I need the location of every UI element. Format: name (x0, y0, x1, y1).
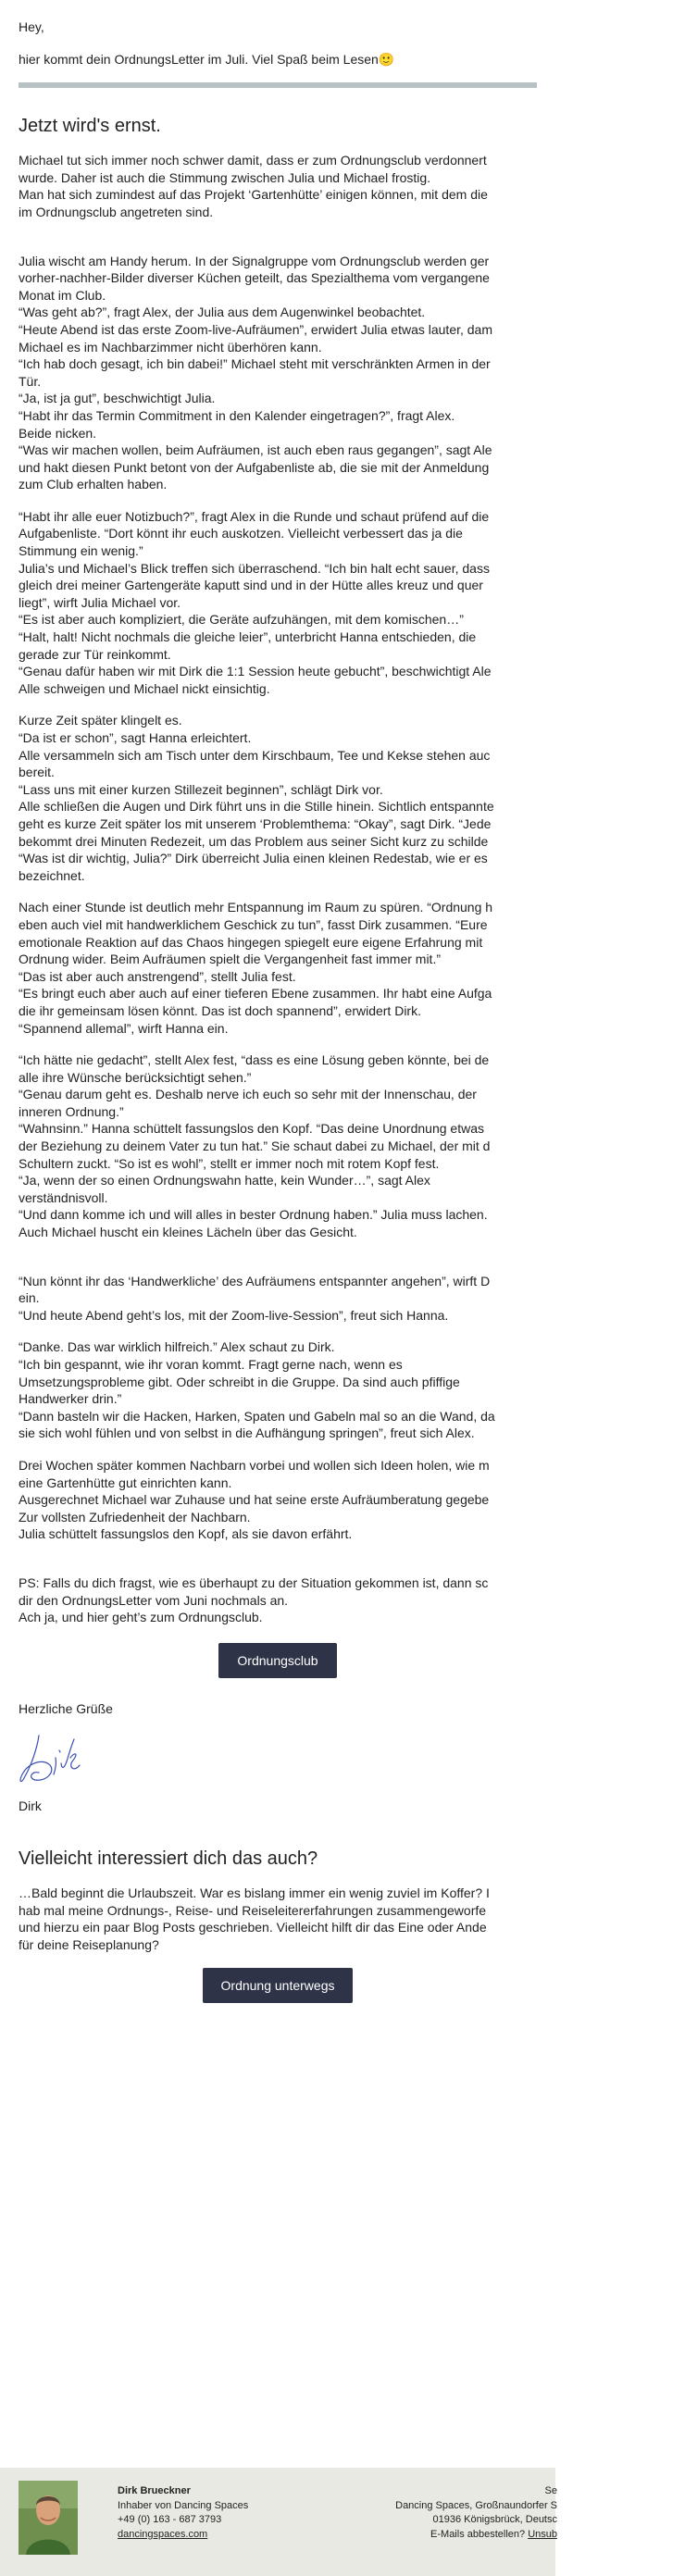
story-line: wurde. Daher ist auch die Stimmung zwischen Julia und Michael frostig. (19, 169, 431, 185)
story-line: “Ja, ist ja gut”, beschwichtigt Julia. (19, 391, 216, 406)
more-line: …Bald beginnt die Urlaubszeit. War es bislang immer ein wenig zuviel im Koffer? I (19, 1885, 490, 1900)
story-line: “Was wir machen wollen, beim Aufräumen, ist auch eben raus gegangen”, sagt Ale (19, 442, 492, 458)
intro (19, 0, 685, 68)
signature-icon (19, 1730, 83, 1787)
story-line: Julia’s und Michael’s Blick treffen sich überraschend. “Ich bin halt echt sauer, dass (19, 560, 490, 576)
story-line: zum Club erhalten haben. (19, 477, 168, 492)
story-line: “Ja, wenn der so einen Ordnungswahn hatte, kein Wunder…”, sagt Alex (19, 1173, 430, 1188)
story-line: ein. (19, 1290, 40, 1306)
story-line: Kurze Zeit später klingelt es. (19, 713, 182, 728)
story-line: Julia wischt am Handy herum. In der Signalgruppe vom Ordnungsclub werden ger (19, 253, 490, 268)
more-line: hab mal meine Ordnungs-, Reise- und Reiseleitererfahrungen zusammengeworfe (19, 1902, 487, 1918)
story-text (19, 152, 685, 1626)
story-paragraph (19, 1574, 685, 1626)
story-title: Jetzt wird's ernst. (19, 116, 161, 137)
story-line: “Nun könnt ihr das ‘Handwerkliche’ des Aufräumens entspannter angehen”, wirft D (19, 1273, 491, 1288)
more-line: und hierzu ein paar Blog Posts geschrieben. Vielleicht hilft dir das Eine oder Ande (19, 1920, 487, 1935)
footer-company-address: Dancing Spaces, Großnaundorfer S (395, 2499, 557, 2511)
story-paragraph (19, 508, 685, 698)
story-line: liegt”, wirft Julia Michael vor. (19, 594, 181, 610)
signature-image (19, 1730, 685, 1792)
story-line: Handwerker drin.” (19, 1391, 122, 1407)
story-line: Monat im Club. (19, 287, 106, 303)
author-portrait-icon (19, 2481, 78, 2555)
story-line: Ach ja, und hier geht’s zum Ordnungsclub. (19, 1610, 263, 1625)
story-line: “Lass uns mit einer kurzen Stillezeit beginnen”, schlägt Dirk vor. (19, 781, 383, 797)
footer-right-line-1: Se (544, 2485, 557, 2496)
story-line: und hakt diesen Punkt betont von der Aufgabenliste ab, die sie mit der Anmeldung (19, 459, 490, 475)
story-line: “Es bringt euch aber auch auf einer tieferen Ebene zusammen. Ihr habt eine Aufga (19, 986, 492, 1002)
ordnungsclub-button[interactable]: Ordnungsclub (218, 1643, 336, 1678)
story-paragraph (19, 253, 685, 493)
story-line: “Was geht ab?”, fragt Alex, der Julia aus dem Augenwinkel beobachtet. (19, 305, 426, 320)
story-line: verständnisvoll. (19, 1189, 108, 1205)
more-text (19, 1885, 685, 1953)
story-line: “Es ist aber auch kompliziert, die Geräte aufzuhängen, mit dem komischen…” (19, 612, 464, 628)
story-line: Zur vollsten Zufriedenheit der Nachbarn. (19, 1509, 251, 1524)
story-line: emotionale Reaktion auf das Chaos hingegen spiegelt eure eigene Erfahrung mit (19, 934, 483, 950)
story-line: Tür. (19, 373, 42, 389)
story-line: der Beziehung zu deinem Vater zu tun hat.” Sie schaut dabei zu Michael, der mit d (19, 1139, 491, 1154)
footer-name: Dirk Brueckner (118, 2485, 191, 2496)
story-line: Alle schweigen und Michael nickt einsichtig. (19, 680, 270, 696)
story-line: inneren Ordnung.” (19, 1103, 124, 1119)
footer-website-link[interactable]: dancingspaces.com (118, 2528, 208, 2540)
unsubscribe-text: E-Mails abbestellen? (430, 2528, 529, 2540)
story-line: Beide nicken. (19, 425, 97, 441)
story-line: Umsetzungsprobleme gibt. Oder schreibt in die Gruppe. Da sind auch pfiffige (19, 1374, 460, 1389)
footer-city: 01936 Königsbrück, Deutsc (432, 2514, 557, 2525)
footer-unsubscribe (395, 2528, 557, 2543)
story-line: geht es kurze Zeit später los mit unserem ‘Problemthema: “Okay”, sagt Dirk. “Jede (19, 815, 492, 831)
story-line: dir den OrdnungsLetter vom Juni nochmals an. (19, 1592, 289, 1608)
club-button-row (19, 1643, 537, 1678)
closing-regards: Herzliche Grüße (19, 1700, 113, 1716)
more-title: Vielleicht interessiert dich das auch? (19, 1848, 318, 1869)
story-paragraph (19, 1052, 685, 1241)
story-line: die ihr gemeinsam lösen könnt. Das ist doch spannend”, erwidert Dirk. (19, 1002, 421, 1018)
story-line: Julia schüttelt fassungslos den Kopf, als sie davon erfährt. (19, 1526, 353, 1542)
story-line: “Habt ihr alle euer Notizbuch?”, fragt Alex in die Runde und schaut prüfend auf die (19, 508, 490, 524)
story-paragraph (19, 1273, 685, 1325)
story-paragraph (19, 712, 685, 884)
story-line: Michael es im Nachbarzimmer nicht überhören kann. (19, 339, 322, 355)
story-line: Auch Michael huscht ein kleines Lächeln über das Gesicht. (19, 1225, 357, 1240)
story-line: bekommt drei Minuten Redezeit, um das Problem aus seiner Sicht kurz zu schilde (19, 833, 489, 849)
story-line: Schultern zuckt. “So ist es wohl”, stellt er immer noch mit rotem Kopf fest. (19, 1155, 440, 1171)
story-line: “Ich hab doch gesagt, ich bin dabei!” Michael steht mit verschränkten Armen in der (19, 356, 491, 372)
story-line: Ausgerechnet Michael war Zuhause und hat seine erste Aufräumberatung gegebe (19, 1492, 490, 1508)
story-line: Stimmung ein wenig.” (19, 543, 143, 559)
story-line: Man hat sich zumindest auf das Projekt ‘Gartenhütte’ einigen können, mit dem die (19, 187, 488, 203)
footer (0, 2468, 555, 2576)
story-line: “Ich hätte nie gedacht”, stellt Alex fest, “dass es eine Lösung geben könnte, bei de (19, 1052, 490, 1068)
footer-address (395, 2484, 557, 2542)
story-line: “Da ist er schon”, sagt Hanna erleichtert. (19, 730, 252, 745)
story-paragraph (19, 1338, 685, 1442)
story-line: “Heute Abend ist das erste Zoom-live-Aufräumen”, erwidert Julia etwas lauter, dam (19, 321, 493, 337)
story-line: sie sich wohl fühlen und von selbst in die Aufhängung springen”, freut sich Alex. (19, 1425, 475, 1441)
footer-phone: +49 (0) 163 - 687 3793 (118, 2514, 222, 2525)
story-paragraph (19, 1457, 685, 1543)
story-line: PS: Falls du dich fragst, wie es überhaupt zu der Situation gekommen ist, dann sc (19, 1574, 489, 1590)
travel-button-row (19, 1968, 537, 2003)
story-line: “Halt, halt! Nicht nochmals die gleiche leier”, unterbricht Hanna entschieden, die (19, 629, 477, 645)
closing-name: Dirk (19, 1798, 42, 1814)
more-line: für deine Reiseplanung? (19, 1936, 159, 1952)
story-line: “Und dann komme ich und will alles in bester Ordnung haben.” Julia muss lachen. (19, 1207, 488, 1223)
story-line: im Ordnungsclub angetreten sind. (19, 204, 214, 219)
story-line: “Habt ihr das Termin Commitment in den Kalender eingetragen?”, fragt Alex. (19, 407, 455, 423)
story-line: “Spannend allemal”, wirft Hanna ein. (19, 1020, 229, 1036)
story-line: “Was ist dir wichtig, Julia?” Dirk überreicht Julia einen kleinen Redestab, wie er es (19, 851, 488, 866)
story-paragraph (19, 899, 685, 1037)
story-line: Drei Wochen später kommen Nachbarn vorbei und wollen sich Ideen holen, wie m (19, 1457, 490, 1473)
story-line: “Ich bin gespannt, wie ihr voran kommt. Fragt gerne nach, wenn es (19, 1357, 403, 1372)
story-line: “Genau dafür haben wir mit Dirk die 1:1 Session heute gebucht”, beschwichtigt Ale (19, 664, 492, 679)
story-line: eben auch viel mit handwerklichem Geschick zu tun”, fasst Dirk zusammen. “Eure (19, 916, 488, 932)
story-line: vorher-nachher-Bilder diverser Küchen geteilt, das Spezialthema vom vergangene (19, 270, 490, 286)
story-line: gleich drei meiner Gartengeräte kaputt sind und in der Hütte alles kreuz und quer (19, 578, 483, 593)
story-line: Ordnung wider. Beim Aufräumen spielt die Vergangenheit fast immer mit.” (19, 952, 441, 967)
story-line: “Genau darum geht es. Deshalb nerve ich euch so sehr mit der Innenschau, der (19, 1087, 477, 1102)
greeting: Hey, (19, 19, 44, 34)
divider (19, 82, 537, 88)
story-line: eine Gartenhütte gut einrichten kann. (19, 1475, 232, 1490)
ordnung-unterwegs-button[interactable]: Ordnung unterwegs (203, 1968, 354, 2003)
intro-line: hier kommt dein OrdnungsLetter im Juli. Viel Spaß beim Lesen🙂 (19, 51, 395, 67)
story-line: gerade zur Tür reinkommt. (19, 646, 171, 662)
story-line: Alle versammeln sich am Tisch unter dem Kirschbaum, Tee und Kekse stehen auc (19, 747, 491, 763)
story-paragraph (19, 152, 685, 220)
footer-contact (118, 2484, 248, 2542)
story-line: Alle schließen die Augen und Dirk führt uns in die Stille hinein. Sichtlich entspannte (19, 799, 494, 815)
story-line: Nach einer Stunde ist deutlich mehr Entspannung im Raum zu spüren. “Ordnung h (19, 900, 493, 915)
story-line: “Das ist aber auch anstrengend”, stellt Julia fest. (19, 968, 296, 984)
story-line: alle ihre Wünsche berücksichtigt sehen.” (19, 1069, 252, 1085)
story-line: “Und heute Abend geht’s los, mit der Zoom-live-Session”, freut sich Hanna. (19, 1307, 449, 1323)
story-line: Michael tut sich immer noch schwer damit, dass er zum Ordnungsclub verdonnert (19, 153, 487, 168)
story-line: “Wahnsinn.” Hanna schüttelt fassungslos den Kopf. “Das deine Unordnung etwas (19, 1121, 484, 1137)
story-line: Aufgabenliste. “Dort könnt ihr euch auskotzen. Vielleicht verbessert das ja die (19, 526, 463, 541)
story-line: “Danke. Das war wirklich hilfreich.” Alex schaut zu Dirk. (19, 1339, 335, 1355)
author-photo (19, 2481, 78, 2555)
story-line: bereit. (19, 765, 55, 780)
footer-role: Inhaber von Dancing Spaces (118, 2499, 249, 2511)
story-line: “Dann basteln wir die Hacken, Harken, Spaten und Gabeln mal so an die Wand, da (19, 1408, 495, 1424)
unsubscribe-link[interactable]: Unsub (528, 2528, 557, 2540)
story-line: bezeichnet. (19, 867, 85, 883)
